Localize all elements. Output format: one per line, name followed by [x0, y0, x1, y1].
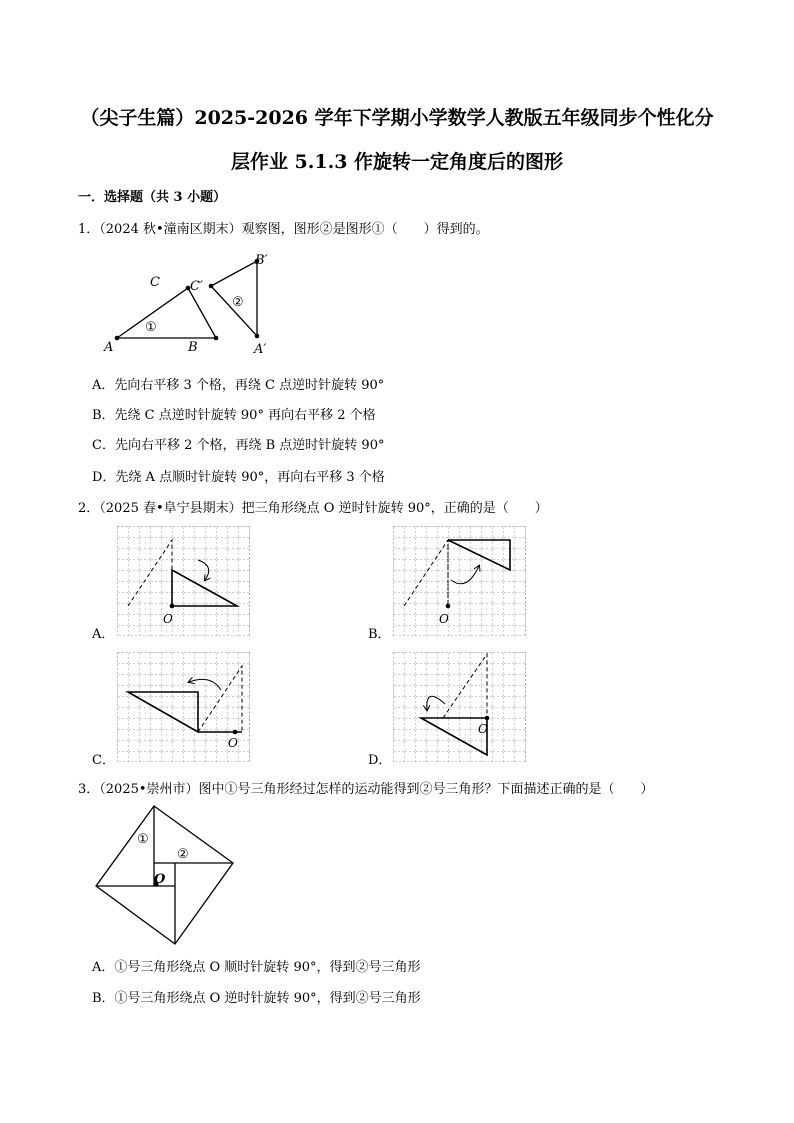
q1-stem: 1．（2024 秋•潼南区期末）观察图，图形②是图形①（ ）得到的。 — [78, 222, 489, 237]
q2-grid-c — [117, 652, 250, 762]
q2-option-b-label: B． — [368, 627, 391, 642]
q1-option-c: C．先向右平移 2 个格，再绕 B 点逆时针旋转 90° — [92, 438, 385, 453]
label-b-prime: B′ — [255, 253, 268, 268]
q2-option-d-label: D． — [368, 753, 392, 768]
vertex-dot — [214, 336, 219, 341]
q1-option-d: D．先绕 A 点顺时针旋转 90°，再向右平移 3 个格 — [92, 470, 385, 485]
doc-title-line2: 层作业 5.1.3 作旋转一定角度后的图形 — [230, 151, 564, 173]
q2-grid-a — [117, 526, 250, 636]
label-c-prime: C′ — [190, 279, 203, 294]
q1-option-b: B．先绕 C 点逆时针旋转 90° 再向右平移 2 个格 — [92, 408, 376, 423]
center-point — [170, 604, 175, 609]
label-o: O — [439, 612, 449, 626]
label-c: C — [150, 275, 160, 290]
q2-grid-b — [393, 526, 526, 636]
label-b: B — [188, 340, 198, 355]
label-a: A — [104, 340, 114, 355]
triangle-1 — [117, 288, 216, 338]
label-circle-1: ① — [145, 320, 157, 335]
label-o: O — [478, 722, 488, 736]
q3-option-b: B．①号三角形绕点 O 逆时针旋转 90°，得到②号三角形 — [92, 991, 421, 1006]
vertex-dot — [255, 334, 260, 339]
doc-title-line1: （尖子生篇）2025-2026 学年下学期小学数学人教版五年级同步个性化分 — [80, 107, 714, 129]
vertex-dot — [209, 284, 214, 289]
label-o: O — [154, 872, 166, 887]
q1-option-a: A．先向右平移 3 个格，再绕 C 点逆时针旋转 90° — [92, 378, 385, 393]
center-point — [446, 604, 451, 609]
q2-grid-d — [393, 652, 526, 762]
q1-figure — [100, 248, 280, 356]
label-o: O — [163, 612, 173, 626]
label-o: O — [228, 736, 238, 750]
q3-stem: 3．（2025•崇州市）图中①号三角形经过怎样的运动能得到②号三角形？下面描述正确的是（ ） — [78, 782, 654, 797]
label-a-prime: A′ — [254, 342, 267, 356]
q3-option-a: A．①号三角形绕点 O 顺时针旋转 90°，得到②号三角形 — [92, 960, 421, 975]
vertex-dot — [115, 336, 120, 341]
center-point — [485, 716, 490, 721]
q3-figure — [93, 803, 239, 947]
label-circle-2: ② — [177, 847, 189, 862]
q2-option-c-label: C． — [92, 753, 115, 768]
section-heading: 一．选择题（共 3 小题） — [78, 190, 227, 205]
label-circle-2: ② — [232, 295, 244, 310]
q2-stem: 2．（2025 春•阜宁县期末）把三角形绕点 O 逆时针旋转 90°，正确的是（ ） — [78, 501, 548, 516]
q2-option-a-label: A． — [92, 627, 115, 642]
center-point — [233, 730, 238, 735]
label-circle-1: ① — [137, 832, 149, 847]
